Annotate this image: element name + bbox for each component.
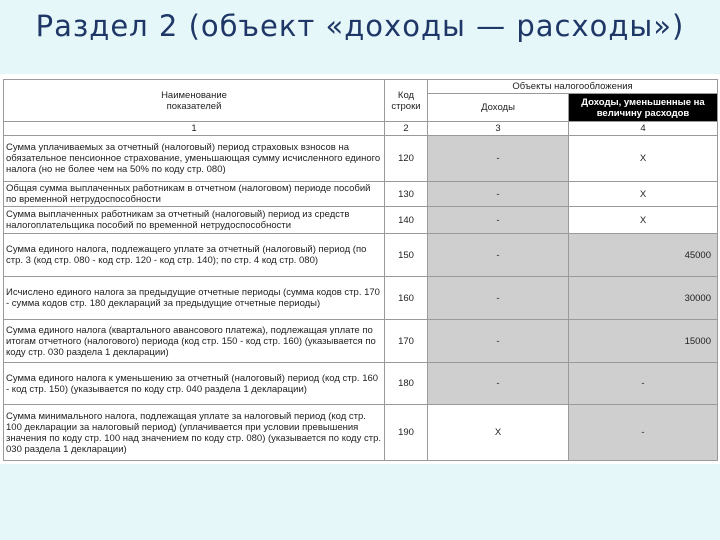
table-row <box>4 320 718 363</box>
table-row <box>4 277 718 320</box>
col-number-4: 4 <box>569 122 718 136</box>
table-row <box>4 207 718 234</box>
row-income-reduced-value: 15000 <box>569 320 718 363</box>
row-code: 170 <box>385 320 428 363</box>
slide-title: Раздел 2 (объект «доходы — расходы») <box>35 9 685 43</box>
row-income-reduced-value: 30000 <box>569 277 718 320</box>
declaration-sheet <box>0 74 720 464</box>
table-row <box>4 405 718 461</box>
table-row <box>4 182 718 207</box>
row-income-value: X <box>428 405 569 461</box>
col-number-3: 3 <box>428 122 569 136</box>
header-name: Наименование показателей <box>4 80 385 122</box>
table-row <box>4 136 718 182</box>
row-income-reduced-value: X <box>569 136 718 182</box>
row-name: Исчислено единого налога за предыдущие отчетные периоды (сумма кодов стр. 170 - сумма кодов стр. 180 деклараций за предыдущие отчетные периоды) <box>4 277 385 320</box>
col-number-2: 2 <box>385 122 428 136</box>
row-name: Сумма единого налога (квартального авансового платежа), подлежащая уплате по итогам отчетного (налогового) периода (код стр. 150 - код стр. 160) (указывается по коду стр. 030 раздела 1 декларации) <box>4 320 385 363</box>
row-name: Сумма уплачиваемых за отчетный (налоговый) период страховых взносов на обязательное пенсионное страхование, уменьшающая сумму исчисленного единого налога (но не более чем на 50% по коду стр. 080) <box>4 136 385 182</box>
header-income: Доходы <box>428 94 569 122</box>
table-row <box>4 363 718 405</box>
row-code: 140 <box>385 207 428 234</box>
row-code: 160 <box>385 277 428 320</box>
row-code: 190 <box>385 405 428 461</box>
row-name: Сумма выплаченных работникам за отчетный (налоговый) период из средств налогоплательщика пособий по временной нетрудоспособности <box>4 207 385 234</box>
row-income-value: - <box>428 136 569 182</box>
row-code: 130 <box>385 182 428 207</box>
row-income-reduced-value: - <box>569 405 718 461</box>
row-income-value: - <box>428 234 569 277</box>
row-income-value: - <box>428 277 569 320</box>
row-income-reduced-value: X <box>569 182 718 207</box>
header-objects: Объекты налогообложения <box>428 80 718 94</box>
row-name: Сумма единого налога к уменьшению за отчетный (налоговый) период (код стр. 160 - код стр. 150) (указывается по коду стр. 040 раздела 1 декларации) <box>4 363 385 405</box>
row-income-value: - <box>428 182 569 207</box>
row-income-reduced-value: 45000 <box>569 234 718 277</box>
header-income-reduced: Доходы, уменьшенные на величину расходов <box>569 94 718 122</box>
row-income-value: - <box>428 207 569 234</box>
row-code: 120 <box>385 136 428 182</box>
row-name: Общая сумма выплаченных работникам в отчетном (налоговом) периоде пособий по временной нетрудоспособности <box>4 182 385 207</box>
declaration-table <box>3 79 718 461</box>
row-name: Сумма минимального налога, подлежащая уплате за налоговый период (код стр. 100 декларации за налоговый период) (уплачивается при условии превышения значения по коду стр. 100 над значением по коду стр. 080) (указывается по коду стр. 030 раздела 1 декларации) <box>4 405 385 461</box>
row-income-value: - <box>428 320 569 363</box>
row-code: 150 <box>385 234 428 277</box>
row-income-value: - <box>428 363 569 405</box>
header-code: Код строки <box>385 80 428 122</box>
col-number-1: 1 <box>4 122 385 136</box>
table-row <box>4 234 718 277</box>
row-income-reduced-value: - <box>569 363 718 405</box>
row-income-reduced-value: X <box>569 207 718 234</box>
row-code: 180 <box>385 363 428 405</box>
row-name: Сумма единого налога, подлежащего уплате за отчетный (налоговый) период (по стр. 3 (код стр. 080 - код стр. 120 - код стр. 140); по стр. 4 код стр. 080) <box>4 234 385 277</box>
